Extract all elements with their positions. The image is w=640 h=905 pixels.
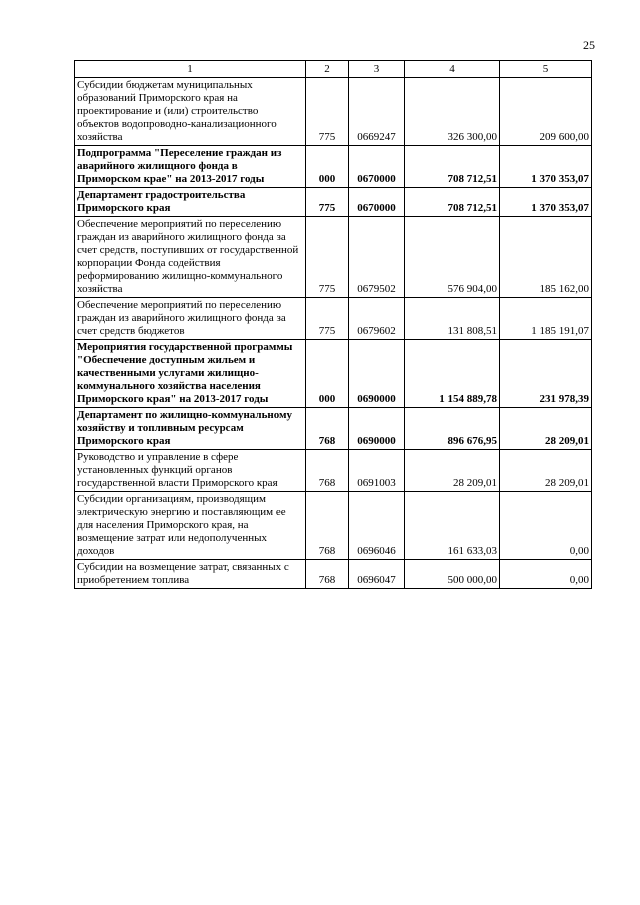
amount-col-5-cell: 28 209,01 <box>500 408 592 450</box>
table-row <box>75 340 592 408</box>
amount-col-4-cell: 708 712,51 <box>405 188 500 217</box>
amount-col-4-cell: 1 154 889,78 <box>405 340 500 408</box>
amount-col-4-cell: 896 676,95 <box>405 408 500 450</box>
target-code-cell: 0690000 <box>349 340 405 408</box>
table-row <box>75 217 592 298</box>
row-name-cell: Руководство и управление в сфере установленных функций органов государственной власти Приморского края <box>75 450 306 492</box>
amount-col-5-cell: 1 370 353,07 <box>500 188 592 217</box>
row-name-cell: Мероприятия государственной программы "Обеспечение доступным жильем и качественными услугами жилищно-коммунального хозяйства населения Приморского края" на 2013-2017 годы <box>75 340 306 408</box>
ministry-code-cell: 775 <box>306 298 349 340</box>
ministry-code-cell: 775 <box>306 217 349 298</box>
header-col-2: 2 <box>306 61 349 78</box>
target-code-cell: 0691003 <box>349 450 405 492</box>
amount-col-4-cell: 161 633,03 <box>405 492 500 560</box>
table-row <box>75 450 592 492</box>
row-name-cell: Субсидии на возмещение затрат, связанных с приобретением топлива <box>75 560 306 589</box>
amount-col-5-cell: 1 185 191,07 <box>500 298 592 340</box>
target-code-cell: 0690000 <box>349 408 405 450</box>
table-row <box>75 188 592 217</box>
amount-col-4-cell: 576 904,00 <box>405 217 500 298</box>
amount-col-5-cell: 1 370 353,07 <box>500 146 592 188</box>
ministry-code-cell: 000 <box>306 340 349 408</box>
target-code-cell: 0696047 <box>349 560 405 589</box>
ministry-code-cell: 768 <box>306 408 349 450</box>
amount-col-4-cell: 708 712,51 <box>405 146 500 188</box>
ministry-code-cell: 768 <box>306 492 349 560</box>
header-col-4: 4 <box>405 61 500 78</box>
table-row <box>75 492 592 560</box>
page-number: 25 <box>583 38 595 52</box>
header-col-3: 3 <box>349 61 405 78</box>
header-row <box>75 61 592 78</box>
header-col-1: 1 <box>75 61 306 78</box>
amount-col-5-cell: 209 600,00 <box>500 78 592 146</box>
amount-col-4-cell: 326 300,00 <box>405 78 500 146</box>
table-row <box>75 78 592 146</box>
target-code-cell: 0679502 <box>349 217 405 298</box>
row-name-cell: Обеспечение мероприятий по переселению граждан из аварийного жилищного фонда за счет средств, поступивших от государственной корпорации Фонда содействия реформированию жилищно-коммунального хозяйства <box>75 217 306 298</box>
amount-col-5-cell: 28 209,01 <box>500 450 592 492</box>
amount-col-4-cell: 28 209,01 <box>405 450 500 492</box>
amount-col-5-cell: 231 978,39 <box>500 340 592 408</box>
row-name-cell: Субсидии бюджетам муниципальных образований Приморского края на проектирование и (или) строительство объектов водопроводно-канализационного хозяйства <box>75 78 306 146</box>
row-name-cell: Субсидии организациям, производящим электрическую энергию и поставляющим ее для населения Приморского края, на возмещение затрат или недополученных доходов <box>75 492 306 560</box>
amount-col-5-cell: 0,00 <box>500 492 592 560</box>
ministry-code-cell: 775 <box>306 78 349 146</box>
target-code-cell: 0670000 <box>349 188 405 217</box>
amount-col-4-cell: 500 000,00 <box>405 560 500 589</box>
ministry-code-cell: 775 <box>306 188 349 217</box>
row-name-cell: Обеспечение мероприятий по переселению граждан из аварийного жилищного фонда за счет средств бюджетов <box>75 298 306 340</box>
ministry-code-cell: 768 <box>306 450 349 492</box>
target-code-cell: 0670000 <box>349 146 405 188</box>
ministry-code-cell: 768 <box>306 560 349 589</box>
amount-col-5-cell: 0,00 <box>500 560 592 589</box>
table-row <box>75 560 592 589</box>
target-code-cell: 0679602 <box>349 298 405 340</box>
table-row <box>75 146 592 188</box>
row-name-cell: Подпрограмма "Переселение граждан из аварийного жилищного фонда в Приморском крае" на 2013-2017 годы <box>75 146 306 188</box>
row-name-cell: Департамент по жилищно-коммунальному хозяйству и топливным ресурсам Приморского края <box>75 408 306 450</box>
header-col-5: 5 <box>500 61 592 78</box>
target-code-cell: 0696046 <box>349 492 405 560</box>
ministry-code-cell: 000 <box>306 146 349 188</box>
amount-col-5-cell: 185 162,00 <box>500 217 592 298</box>
budget-table <box>74 60 592 589</box>
table-row <box>75 298 592 340</box>
table-row <box>75 408 592 450</box>
target-code-cell: 0669247 <box>349 78 405 146</box>
amount-col-4-cell: 131 808,51 <box>405 298 500 340</box>
row-name-cell: Департамент градостроительства Приморского края <box>75 188 306 217</box>
